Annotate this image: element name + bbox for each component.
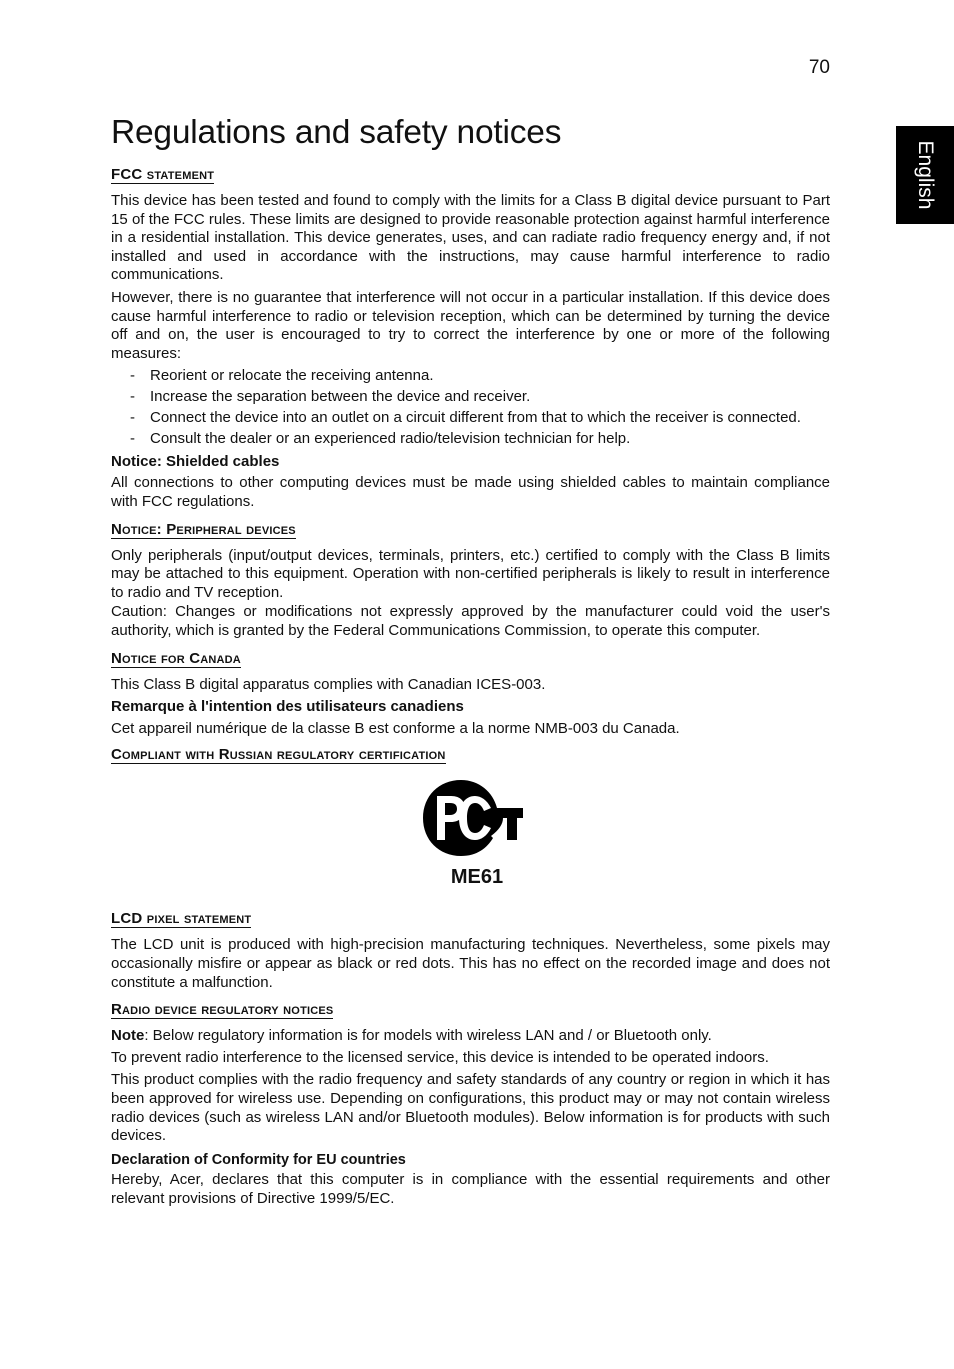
list-item bbox=[111, 430, 830, 449]
radio-heading: Radio device regulatory notices bbox=[111, 1001, 334, 1019]
peripheral-heading-wrap bbox=[111, 521, 830, 539]
radio-note-text: : Below regulatory information is for models with wireless LAN and / or Bluetooth only. bbox=[144, 1027, 712, 1045]
list-item-text: Reorient or relocate the receiving antenna. bbox=[150, 367, 434, 385]
certification-code: ME61 bbox=[450, 866, 504, 889]
pct-certification-mark-icon bbox=[421, 778, 525, 858]
fcc-paragraph-2: However, there is no guarantee that interference will not occur in a particular installation. If this device does cause harmful interference to radio or television reception, which can be determined by turning the device off and on, the user is encouraged to try to correct the interference by one or more of the following measures: bbox=[111, 288, 830, 362]
page-title: Regulations and safety notices bbox=[111, 114, 562, 151]
list-item bbox=[111, 388, 830, 407]
fcc-heading: FCC statement bbox=[111, 166, 215, 183]
russia-certification-block bbox=[111, 764, 830, 910]
radio-note-label: Note bbox=[111, 1027, 145, 1045]
language-tab-label: English bbox=[914, 140, 937, 210]
list-item-text: Connect the device into an outlet on a circuit different from that to which the receiver is connected. bbox=[150, 409, 801, 427]
peripheral-paragraph-1: Only peripherals (input/output devices, terminals, printers, etc.) certified to comply with the Class B limits may be attached to this equipment. Operation with non-certified peripherals is likely to result in interference to radio and TV reception. bbox=[111, 546, 830, 601]
bullet-dash: - bbox=[130, 367, 135, 385]
bullet-dash: - bbox=[130, 430, 135, 448]
radio-paragraph-2: This product complies with the radio frequency and safety standards of any country or region in which it has been approved for wireless use. Depending on configurations, this product may or may not contain wireless radio devices (such as wireless LAN and/or Bluetooth modules). Below information is for products with such devices. bbox=[111, 1071, 830, 1145]
lcd-heading: LCD pixel statement bbox=[111, 910, 252, 928]
eu-declaration-text: Hereby, Acer, declares that this computer is in compliance with the essential requirements and other relevant provisions of Directive 1999/5/EC. bbox=[111, 1171, 830, 1207]
list-item bbox=[111, 367, 830, 386]
radio-note bbox=[111, 1027, 830, 1046]
page-number: 70 bbox=[808, 57, 830, 78]
canada-heading-wrap bbox=[111, 650, 830, 668]
shielded-cables-text: All connections to other computing devices must be made using shielded cables to maintain compliance with FCC regulations. bbox=[111, 474, 830, 511]
bullet-dash: - bbox=[130, 388, 135, 406]
radio-paragraph-1: To prevent radio interference to the licensed service, this device is intended to be operated indoors. bbox=[111, 1048, 769, 1066]
canada-paragraph-1: This Class B digital apparatus complies with Canadian ICES-003. bbox=[111, 675, 546, 693]
fcc-paragraph-1: This device has been tested and found to comply with the limits for a Class B digital device pursuant to Part 15 of the FCC rules. These limits are designed to provide reasonable protection against harmful interference in a residential installation. This device generates, uses, and can radiate radio frequency energy and, if not installed and used in accordance with the instructions, may cause harmful interference to radio communications. bbox=[111, 192, 830, 284]
canada-french-text: Cet appareil numérique de la classe B est conforme a la norme NMB-003 du Canada. bbox=[111, 719, 680, 737]
canada-heading: Notice for Canada bbox=[111, 649, 241, 667]
fcc-measures-list bbox=[111, 367, 830, 449]
lcd-paragraph-1: The LCD unit is produced with high-precision manufacturing techniques. Nevertheless, some pixels may occasionally misfire or appear as black or red dots. This has no effect on the recorded image and does not constitute a malfunction. bbox=[111, 936, 830, 991]
list-item-text: Increase the separation between the device and receiver. bbox=[150, 388, 531, 406]
bullet-dash: - bbox=[130, 409, 135, 427]
list-item-text: Consult the dealer or an experienced radio/television technician for help. bbox=[150, 430, 631, 448]
radio-heading-wrap bbox=[111, 1001, 830, 1019]
lcd-heading-wrap bbox=[111, 910, 830, 928]
content-flow bbox=[111, 166, 830, 1213]
list-item bbox=[111, 409, 830, 428]
shielded-cables-title: Notice: Shielded cables bbox=[111, 452, 280, 470]
peripheral-heading: Notice: Peripheral devices bbox=[111, 520, 296, 538]
fcc-heading-wrap bbox=[111, 166, 830, 184]
eu-declaration-title: Declaration of Conformity for EU countries bbox=[111, 1151, 406, 1168]
language-tab bbox=[896, 126, 954, 224]
russia-heading-wrap bbox=[111, 746, 830, 764]
peripheral-paragraph-2: Caution: Changes or modifications not expressly approved by the manufacturer could void the user's authority, which is granted by the Federal Communications Commission, to operate this computer. bbox=[111, 603, 830, 640]
russia-heading: Compliant with Russian regulatory certification bbox=[111, 746, 446, 764]
canada-french-title: Remarque à l'intention des utilisateurs canadiens bbox=[111, 698, 464, 716]
